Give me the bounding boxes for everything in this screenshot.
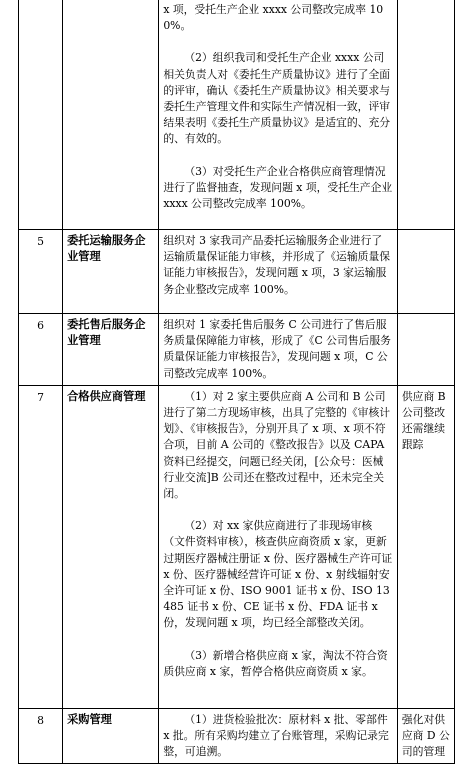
remark-cell: 强化对供应商 D 公司的管理 <box>397 708 454 764</box>
row-number <box>19 0 63 230</box>
table-row <box>19 0 455 230</box>
remark-cell <box>397 230 454 314</box>
content-paragraph: （2）对 xx 家供应商进行了非现场审核（文件资料审核），核查供应商资质 x 家，更新过期医疗器械注册证 x 份、医疗器械生产许可证 x 份、医疗器械经营许可证 x 份、x 射线辐射安全许可证 x 份、ISO 9001 证书 x 份、ISO 13485 证书 x 份、CE 证书 x 份、FDA 证书 x 份，发现问题 x 项，均已经全部整改关闭。 <box>163 519 393 630</box>
row-number: 7 <box>19 385 63 708</box>
content-paragraph: （2）组织我司和受托生产企业 xxxx 公司相关负责人对《委托生产质量协议》进行了全面的评审，确认《委托生产质量协议》相关要求与委托生产管理文件和实际生产情况相一致，评审结果表明《委托生产质量协议》是适宜的、充分的、有效的。 <box>163 51 391 146</box>
content-cell <box>159 385 398 708</box>
row-number: 6 <box>19 314 63 386</box>
content-paragraph: （3）新增合格供应商 x 家，淘汰不符合资质供应商 x 家，暂停合格供应商资质 x 家。 <box>163 648 388 678</box>
table-row <box>19 385 455 708</box>
table-row <box>19 314 455 386</box>
item-name: 委托售后服务企业管理 <box>63 314 159 386</box>
content-cell <box>159 314 398 386</box>
item-name: 合格供应商管理 <box>63 385 159 708</box>
row-number: 8 <box>19 708 63 764</box>
content-paragraph: 组织对 1 家委托售后服务 C 公司进行了售后服务质量保障能力审核，形成了《C 公司售后服务质量保证能力审核报告》，发现问题 x 项，C 公司整改完成率 100%。 <box>163 318 391 380</box>
table-row <box>19 708 455 764</box>
remark-cell <box>397 314 454 386</box>
remark-cell: 供应商 B 公司整改还需继续跟踪 <box>397 385 454 708</box>
content-cell <box>159 0 398 230</box>
item-name: 采购管理 <box>63 708 159 764</box>
content-cell <box>159 708 398 764</box>
item-name: 委托运输服务企业管理 <box>63 230 159 314</box>
content-cell <box>159 230 398 314</box>
remark-cell <box>397 0 454 230</box>
content-paragraph: （1）对 2 家主要供应商 A 公司和 B 公司进行了第二方现场审核，出具了完整的《审核计划》、《审核报告》，分别开具了 x 项、x 项不符合项，目前 A 公司的《整改报告》以及 CAPA 资料已经提交，问题已经关闭，[公众号：医械行业交流]B 公司还在整改过程中，还未完全关闭。 <box>163 389 391 501</box>
table-row <box>19 230 455 314</box>
report-table <box>18 0 455 764</box>
content-paragraph: x 项，受托生产企业 xxxx 公司整改完成率 100%。 <box>163 3 384 33</box>
content-paragraph: （1）进货检验批次：原材料 x 批、零部件 x 批。所有采购均建立了台账管理，采购记录完整，可追溯。 <box>163 712 389 759</box>
content-paragraph: 组织对 3 家我司产品委托运输服务企业进行了运输质量保证能力审核，并形成了《运输质量保证能力审核报告》，发现问题 x 项，3 家运输服务企业整改完成率 100%。 <box>163 234 391 296</box>
row-number: 5 <box>19 230 63 314</box>
content-paragraph: （3）对受托生产企业合格供应商管理情况进行了监督抽查，发现问题 x 项，受托生产企业 xxxx 公司整改完成率 100%。 <box>163 164 393 211</box>
item-name <box>63 0 159 230</box>
